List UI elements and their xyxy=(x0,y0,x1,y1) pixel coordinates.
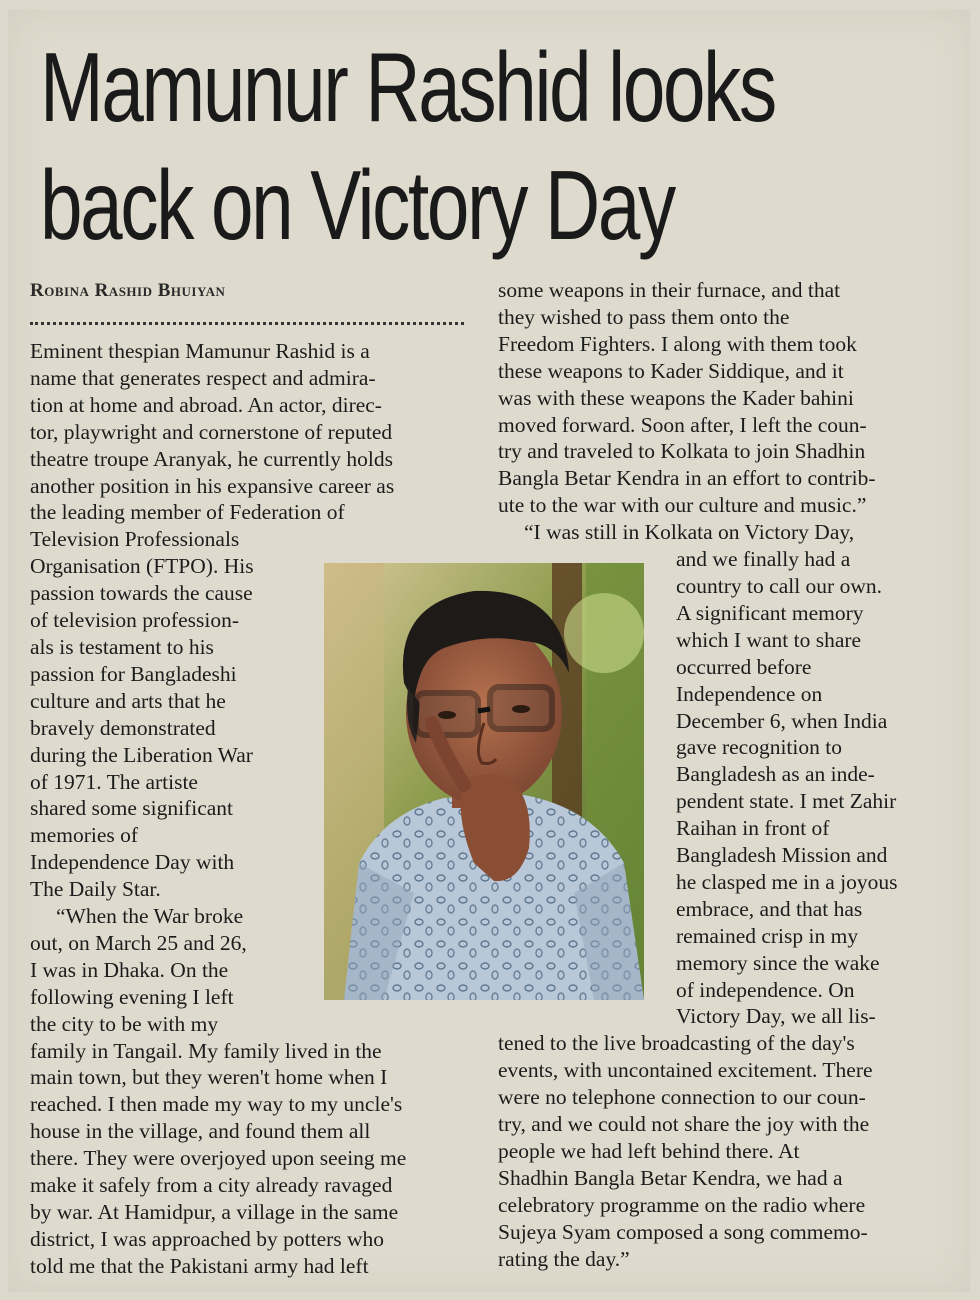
text-line: make it safely from a city already ravaged xyxy=(30,1173,393,1198)
portrait-photo-icon xyxy=(324,563,644,1000)
text-line: Shadhin Bangla Betar Kendra, we had a xyxy=(498,1165,843,1190)
text-line: reached. I then made my way to my uncle's xyxy=(30,1092,403,1117)
text-line: tion at home and abroad. An actor, direc- xyxy=(30,392,382,417)
text-line: remained crisp in my xyxy=(676,923,859,948)
text-line: moved forward. Soon after, I left the coun- xyxy=(498,412,867,437)
headline-line: Mamunur Rashid looks xyxy=(40,32,775,142)
text-line: some weapons in their furnace, and that xyxy=(498,278,841,302)
text-line: of television profession- xyxy=(30,608,239,633)
text-line: Victory Day, we all lis- xyxy=(676,1004,876,1029)
text-line: December 6, when India xyxy=(676,708,888,733)
text-line: these weapons to Kader Siddique, and it xyxy=(498,358,844,383)
text-line: by war. At Hamidpur, a village in the same xyxy=(30,1200,399,1224)
text-line: Eminent thespian Mamunur Rashid is a xyxy=(30,339,370,363)
headline xyxy=(40,28,775,264)
text-line: A significant memory xyxy=(676,600,864,625)
text-line: country to call our own. xyxy=(676,573,882,598)
text-line: events, with uncontained excitement. There xyxy=(498,1058,873,1083)
portrait-photo xyxy=(324,563,644,1000)
text-line: were no telephone connection to our coun- xyxy=(498,1085,866,1110)
text-line: there. They were overjoyed upon seeing me xyxy=(30,1146,407,1171)
text-line: culture and arts that he xyxy=(30,688,226,713)
text-line: shared some significant xyxy=(30,796,234,821)
text-line: Raihan in front of xyxy=(676,816,830,841)
text-line: gave recognition to xyxy=(676,735,842,760)
text-line: Independence Day with xyxy=(30,850,235,875)
text-line: Independence on xyxy=(676,681,823,706)
text-line: celebratory programme on the radio where xyxy=(498,1192,866,1217)
text-line: the leading member of Federation of xyxy=(30,500,345,525)
text-line: bravely demonstrated xyxy=(30,715,216,740)
dotted-divider xyxy=(30,318,464,325)
text-line: memory since the wake xyxy=(676,950,880,975)
text-line: he clasped me in a joyous xyxy=(676,869,898,894)
text-line: ute to the war with our culture and music.” xyxy=(498,493,867,518)
text-line: “I was still in Kolkata on Victory Day, xyxy=(524,520,855,545)
text-line: passion towards the cause xyxy=(30,581,253,606)
text-line: the city to be with my xyxy=(30,1011,219,1036)
text-line: als is testament to his xyxy=(30,634,214,659)
headline-line: back on Victory Day xyxy=(40,150,674,260)
text-line: was with these weapons the Kader bahini xyxy=(498,385,854,410)
text-line: of independence. On xyxy=(676,977,855,1002)
text-line: and we finally had a xyxy=(676,547,851,572)
text-line: rating the day.” xyxy=(498,1246,630,1271)
text-line: Organisation (FTPO). His xyxy=(30,554,254,579)
text-line: told me that the Pakistani army had left xyxy=(30,1253,369,1278)
text-line: I was in Dhaka. On the xyxy=(30,957,229,982)
text-line: of 1971. The artiste xyxy=(30,769,198,794)
text-line: another position in his expansive career as xyxy=(30,473,395,498)
text-line: theatre troupe Aranyak, he currently holds xyxy=(30,446,393,471)
byline: Robina Rashid Bhuiyan xyxy=(30,280,226,301)
text-line: try and traveled to Kolkata to join Shadhin xyxy=(498,439,866,464)
text-line: pendent state. I met Zahir xyxy=(676,789,897,814)
text-line: occurred before xyxy=(676,654,812,679)
text-line: out, on March 25 and 26, xyxy=(30,930,247,955)
text-line: house in the village, and found them all xyxy=(30,1119,371,1144)
text-line: district, I was approached by potters who xyxy=(30,1226,385,1251)
text-line: Freedom Fighters. I along with them took xyxy=(498,331,857,356)
text-line: Sujeya Syam composed a song commemo- xyxy=(498,1219,868,1244)
text-line: Bangladesh Mission and xyxy=(676,843,888,868)
text-line: embrace, and that has xyxy=(676,896,863,921)
paragraph xyxy=(498,277,943,519)
text-line: Bangla Betar Kendra in an effort to contrib- xyxy=(498,466,876,491)
text-line: name that generates respect and admira- xyxy=(30,365,376,390)
text-line: they wished to pass them onto the xyxy=(498,304,790,329)
text-line: passion for Bangladeshi xyxy=(30,661,237,686)
text-line: family in Tangail. My family lived in the xyxy=(30,1038,382,1063)
text-line: Television Professionals xyxy=(30,527,240,552)
text-line: “When the War broke xyxy=(56,904,244,929)
text-line: try, and we could not share the joy with the xyxy=(498,1112,870,1137)
text-line: following evening I left xyxy=(30,984,234,1009)
text-line: The Daily Star. xyxy=(30,877,161,902)
text-line: main town, but they weren't home when I xyxy=(30,1065,388,1090)
text-line: tened to the live broadcasting of the day's xyxy=(498,1031,855,1056)
text-line: memories of xyxy=(30,823,139,848)
text-line: during the Liberation War xyxy=(30,742,253,767)
text-line: people we had left behind there. At xyxy=(498,1139,800,1163)
text-line: Bangladesh as an inde- xyxy=(676,762,875,787)
text-line: tor, playwright and cornerstone of reputed xyxy=(30,419,393,444)
text-line: which I want to share xyxy=(676,627,862,652)
